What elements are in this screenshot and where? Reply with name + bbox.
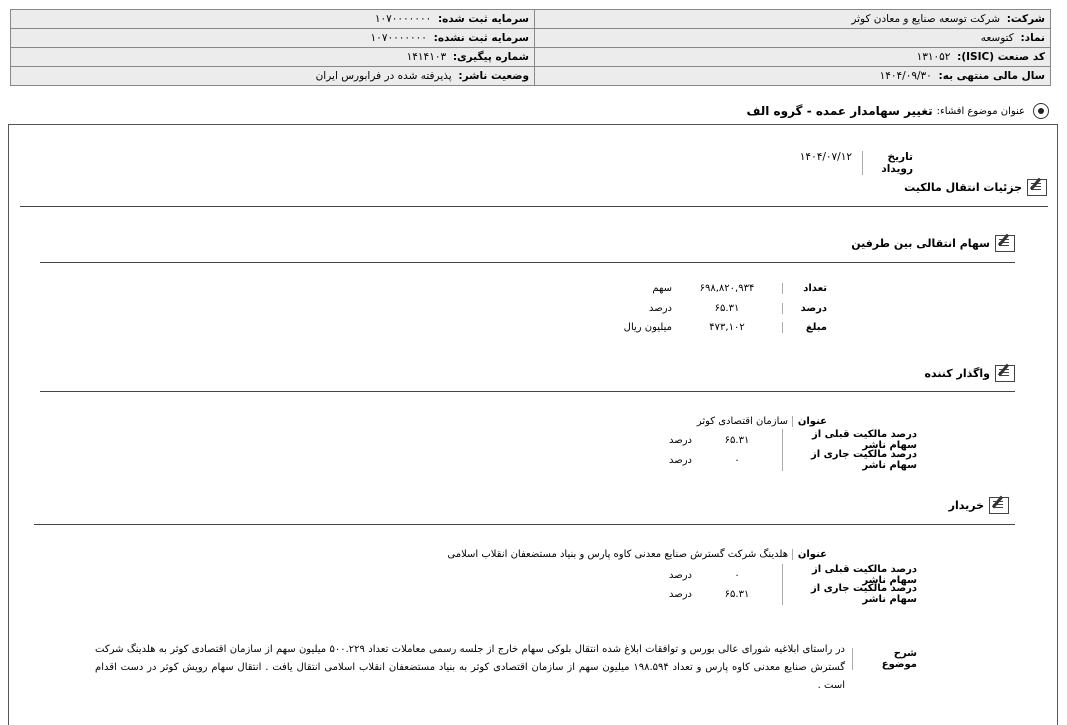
transfer-count-value: ۶۹۸,۸۲۰,۹۳۴ xyxy=(699,282,755,294)
seller-before-label: درصد مالکیت قبلی از سهام ناشر xyxy=(782,429,917,451)
tracking-value: ۱۴۱۴۱۰۳ xyxy=(406,51,447,63)
company-label: شرکت: xyxy=(1006,13,1045,25)
isic-value: ۱۳۱۰۵۲ xyxy=(916,51,951,63)
unreg-capital-value: ۱۰۷۰۰۰۰۰۰۰ xyxy=(370,32,427,44)
section-details-title: جزئیات انتقال مالکیت xyxy=(904,181,1022,194)
seller-after-unit: درصد xyxy=(668,454,692,466)
buyer-after-row xyxy=(612,585,917,603)
status-label: وضعیت ناشر: xyxy=(458,70,529,82)
transfer-percent-value: ۶۵.۳۱ xyxy=(714,302,740,314)
seller-before-row xyxy=(612,431,917,449)
status-cell xyxy=(11,67,535,86)
event-date-value: ۱۴۰۴/۰۷/۱۲ xyxy=(799,151,852,163)
buyer-title-label: عنوان xyxy=(792,549,827,560)
transfer-count-unit: سهم xyxy=(652,282,672,294)
buyer-after-value: ۶۵.۳۱ xyxy=(724,588,750,600)
symbol-value: کتوسعه xyxy=(980,32,1014,44)
transfer-percent-row xyxy=(572,299,827,317)
symbol-cell xyxy=(535,29,1051,48)
topic-value: تغییر سهامدار عمده - گروه الف xyxy=(746,104,933,118)
seller-before-unit: درصد xyxy=(668,434,692,446)
description-label-cell xyxy=(852,650,917,668)
section-transfer-header xyxy=(851,235,1015,252)
edit-note-icon xyxy=(995,365,1015,382)
transfer-amount-label: مبلغ xyxy=(782,322,827,333)
section-seller-title: واگذار کننده xyxy=(924,367,990,380)
buyer-after-label: درصد مالکیت جاری از سهام ناشر xyxy=(782,583,917,605)
content-frame xyxy=(8,124,1058,725)
divider xyxy=(20,206,1048,207)
event-date-row xyxy=(800,151,913,175)
transfer-amount-row xyxy=(572,318,827,336)
buyer-before-label: درصد مالکیت قبلی از سهام ناشر xyxy=(782,564,917,586)
unreg-capital-label: سرمایه ثبت نشده: xyxy=(433,32,529,44)
seller-after-label: درصد مالکیت جاری از سهام ناشر xyxy=(782,449,917,471)
buyer-title-value: هلدینگ شرکت گسترش صنایع معدنی کاوه پارس و بنیاد مستضعفان انقلاب اسلامی xyxy=(447,548,788,560)
radio-bullet-icon xyxy=(1033,103,1049,119)
topic-row xyxy=(746,102,1049,120)
fiscal-cell xyxy=(535,67,1051,86)
description-label: شرح موضوع xyxy=(852,648,917,670)
transfer-percent-unit: درصد xyxy=(648,302,672,314)
symbol-label: نماد: xyxy=(1020,32,1045,44)
edit-note-icon xyxy=(995,235,1015,252)
transfer-count-label: تعداد xyxy=(782,283,827,294)
reg-capital-cell xyxy=(11,10,535,29)
divider xyxy=(34,524,1015,525)
description-text: در راستای ابلاغیه شورای عالی بورس و توافقات ابلاغ شده انتقال بلوکی سهام خارج از جلسه رسمی معاملات تعداد ۵۰۰.۲۲۹ میلیون سهم از سازمان اقتصادی کوثر به هلدینگ شرکت گسترش صنایع معدنی کاوه پارس و تعداد ۱۹۸.۵۹۴ میلیون سهم از سازمان اقتصادی کوثر به بنیاد مستضعفان انقلاب اسلامی انتقال یافت . انتقال سهام رویش کوثر در دست اقدام است . xyxy=(95,644,845,691)
seller-after-row xyxy=(612,451,917,469)
fiscal-label: سال مالی منتهی به: xyxy=(938,70,1045,82)
reg-capital-label: سرمایه ثبت شده: xyxy=(437,13,529,25)
topic-label: عنوان موضوع افشاء: xyxy=(936,105,1025,117)
isic-cell xyxy=(535,48,1051,67)
isic-label: کد صنعت (ISIC): xyxy=(957,51,1045,63)
section-buyer-title: خریدار xyxy=(948,499,984,512)
company-cell xyxy=(535,10,1051,29)
reg-capital-value: ۱۰۷۰۰۰۰۰۰۰ xyxy=(374,13,432,25)
seller-title-row xyxy=(697,412,827,430)
edit-note-icon xyxy=(989,497,1009,514)
fiscal-value: ۱۴۰۴/۰۹/۳۰ xyxy=(879,70,932,82)
transfer-count-row xyxy=(572,279,827,297)
section-details-header xyxy=(904,179,1047,196)
transfer-percent-label: درصد xyxy=(782,303,827,314)
buyer-title-row xyxy=(447,545,827,563)
tracking-label: شماره پیگیری: xyxy=(452,51,529,63)
buyer-before-unit: درصد xyxy=(668,569,692,581)
section-seller-header xyxy=(924,365,1015,382)
tracking-cell xyxy=(11,48,535,67)
divider xyxy=(40,262,1015,263)
buyer-before-row xyxy=(612,566,917,584)
transfer-amount-unit: میلیون ریال xyxy=(623,321,672,333)
seller-title-label: عنوان xyxy=(792,416,827,427)
seller-after-value: ۰ xyxy=(734,454,740,466)
divider xyxy=(40,391,1015,392)
transfer-amount-value: ۴۷۳,۱۰۲ xyxy=(709,321,745,333)
company-value: شرکت توسعه صنایع و معادن کوثر xyxy=(851,13,1001,25)
event-date-label: تاریخ رویداد xyxy=(862,151,913,175)
section-transfer-title: سهام انتقالی بین طرفین xyxy=(851,237,990,250)
seller-before-value: ۶۵.۳۱ xyxy=(724,434,750,446)
section-buyer-header xyxy=(949,497,1009,514)
buyer-after-unit: درصد xyxy=(668,588,692,600)
unreg-capital-cell xyxy=(11,29,535,48)
seller-title-value: سازمان اقتصادی کوثر xyxy=(696,415,788,427)
status-value: پذیرفته شده در فرابورس ایران xyxy=(315,70,452,82)
header-table xyxy=(10,9,1051,86)
buyer-before-value: ۰ xyxy=(734,569,740,581)
edit-note-icon xyxy=(1027,179,1047,196)
